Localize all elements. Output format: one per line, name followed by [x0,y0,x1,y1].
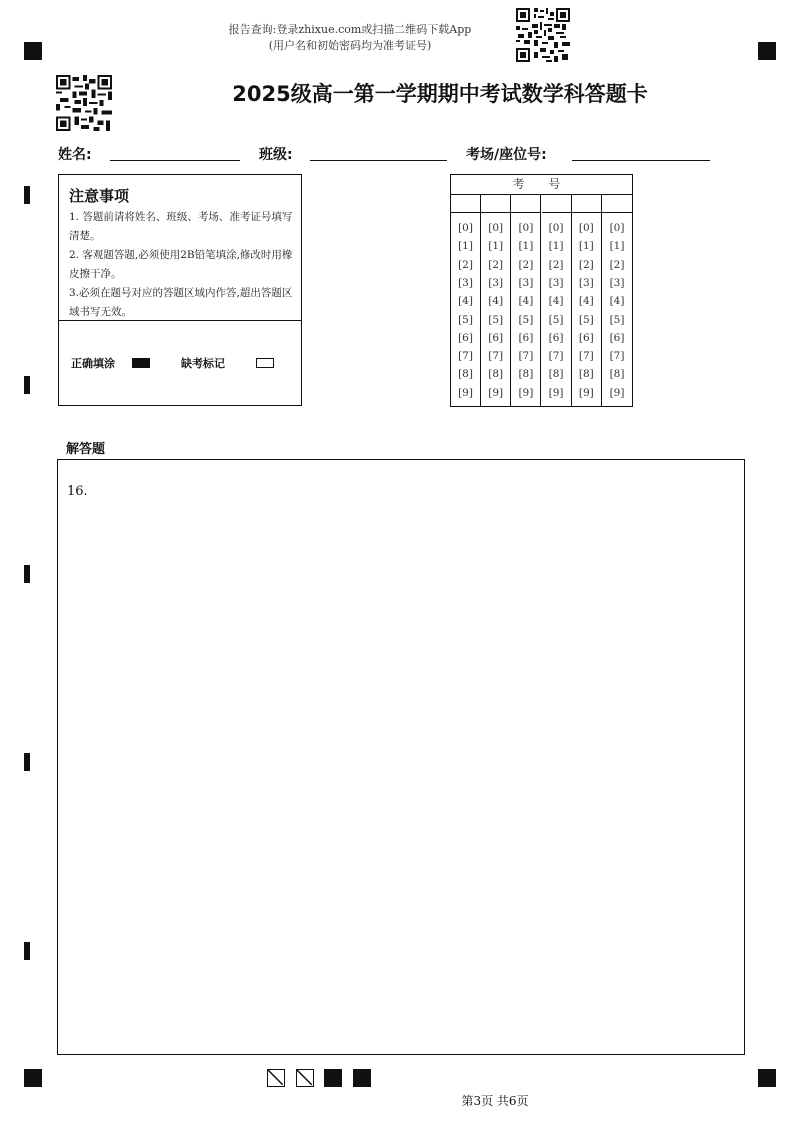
notice-item: 3.必须在题号对应的答题区域内作答,超出答题区域书写无效。 [69,287,293,318]
timing-mark [24,186,30,204]
digit-bubble[interactable]: [1] [458,240,473,253]
digit-bubble[interactable]: [2] [609,258,625,271]
correct-fill-sample [132,358,150,368]
digit-bubble[interactable]: [2] [458,258,473,271]
digit-bubble[interactable]: [9] [518,386,534,399]
digit-bubble[interactable]: [6] [488,331,504,344]
digit-bubble[interactable]: [1] [548,240,564,253]
digit-bubble[interactable]: [9] [578,386,594,399]
class-field-line[interactable] [310,160,447,161]
page-mark-filled [353,1069,371,1087]
digit-bubble[interactable]: [8] [458,368,473,381]
digit-bubble[interactable]: [6] [578,331,594,344]
digit-bubble[interactable]: [1] [578,240,594,253]
exam-number-column [542,194,572,406]
digit-bubble[interactable]: [3] [609,276,625,289]
page-mark-slashed [267,1069,285,1087]
answer-area[interactable] [57,459,745,1055]
digit-bubble[interactable]: [3] [578,276,594,289]
digit-bubble[interactable]: [7] [548,350,564,363]
exam-number-column [481,194,511,406]
digit-bubble[interactable]: [7] [458,350,473,363]
digit-bubble[interactable]: [0] [458,222,473,234]
timing-mark [24,942,30,960]
name-field-line[interactable] [110,160,240,161]
timing-mark [24,376,30,394]
notice-items [69,208,295,322]
report-query-note: 报告查询:登录zhixue.com或扫描二维码下载App [228,23,472,36]
question-number: 16. [67,484,88,499]
timing-mark [24,753,30,771]
correct-fill-label: 正确填涂 [71,357,115,370]
digit-bubble[interactable]: [8] [548,368,564,381]
notice-heading: 注意事项 [69,187,130,205]
exam-number-write-cell[interactable] [542,194,571,213]
digit-bubble[interactable]: [7] [609,350,625,363]
exam-number-column [511,194,541,406]
digit-bubble[interactable]: [9] [548,386,564,399]
digit-bubble[interactable]: [6] [609,331,625,344]
corner-mark-top-left [24,42,42,60]
digit-bubble[interactable]: [2] [518,258,534,271]
digit-bubble[interactable]: [0] [518,222,534,234]
digit-bubble[interactable]: [4] [488,295,504,308]
digit-bubble[interactable]: [4] [548,295,564,308]
corner-mark-bottom-left [24,1069,42,1087]
qr-code-icon [56,75,112,131]
digit-bubble[interactable]: [5] [458,313,473,326]
digit-bubble[interactable]: [1] [518,240,534,253]
digit-bubble[interactable]: [1] [609,240,625,253]
digit-bubble[interactable]: [8] [488,368,504,381]
absent-mark-box[interactable] [256,358,274,368]
digit-bubble[interactable]: [5] [548,313,564,326]
name-label: 姓名: [58,147,92,163]
room-seat-field-line[interactable] [572,160,710,161]
answer-section-label: 解答题 [66,442,106,457]
digit-bubble[interactable]: [7] [578,350,594,363]
exam-number-write-cell[interactable] [511,194,540,213]
digit-bubble[interactable]: [4] [458,295,473,308]
digit-bubble[interactable]: [2] [548,258,564,271]
digit-bubble[interactable]: [5] [609,313,625,326]
digit-bubble[interactable]: [8] [518,368,534,381]
digit-bubble[interactable]: [3] [518,276,534,289]
exam-number-heading: 考 号 [451,175,632,195]
digit-bubble[interactable]: [9] [458,386,473,399]
exam-number-write-cell[interactable] [451,194,480,213]
corner-mark-bottom-right [758,1069,776,1087]
qr-code-icon [516,8,570,62]
digit-bubble[interactable]: [4] [518,295,534,308]
digit-bubble[interactable]: [0] [609,222,625,234]
corner-mark-top-right [758,42,776,60]
digit-bubble[interactable]: [3] [548,276,564,289]
exam-number-column [451,194,481,406]
notice-item: 2. 客观题答题,必须使用2B铅笔填涂,修改时用橡皮擦干净。 [69,249,293,280]
room-seat-label: 考场/座位号: [466,147,547,163]
page-mark-slashed [296,1069,314,1087]
digit-bubble[interactable]: [4] [578,295,594,308]
absent-mark-label: 缺考标记 [181,357,225,370]
digit-bubble[interactable]: [4] [609,295,625,308]
timing-mark [24,565,30,583]
notice-box [58,174,302,406]
class-label: 班级: [259,147,293,163]
digit-bubble[interactable]: [0] [548,222,564,234]
digit-bubble[interactable]: [5] [578,313,594,326]
digit-bubble[interactable]: [2] [488,258,504,271]
digit-bubble[interactable]: [8] [578,368,594,381]
digit-bubble[interactable]: [0] [488,222,504,234]
exam-number-column [572,194,602,406]
digit-bubble[interactable]: [9] [609,386,625,399]
notice-divider [59,320,301,321]
digit-bubble[interactable]: [0] [578,222,594,234]
digit-bubble[interactable]: [8] [609,368,625,381]
exam-number-grid [450,174,633,407]
exam-number-write-cell[interactable] [602,194,632,213]
exam-number-column [602,194,632,406]
digit-bubble[interactable]: [6] [548,331,564,344]
exam-number-write-cell[interactable] [481,194,510,213]
digit-bubble[interactable]: [5] [488,313,504,326]
page-mark-filled [324,1069,342,1087]
digit-bubble[interactable]: [9] [488,386,504,399]
digit-bubble[interactable]: [6] [458,331,473,344]
page-number: 第3页 共6页 [461,1094,529,1108]
digit-bubble[interactable]: [7] [518,350,534,363]
credentials-note: (用户名和初始密码均为准考证号) [268,39,432,52]
digit-bubble[interactable]: [1] [488,240,504,253]
digit-bubble[interactable]: [5] [518,313,534,326]
digit-bubble[interactable]: [3] [458,276,473,289]
digit-bubble[interactable]: [6] [518,331,534,344]
exam-number-write-cell[interactable] [572,194,601,213]
digit-bubble[interactable]: [7] [488,350,504,363]
digit-bubble[interactable]: [3] [488,276,504,289]
digit-bubble[interactable]: [2] [578,258,594,271]
page-title: 2025级高一第一学期期中考试数学科答题卡 [232,82,648,106]
notice-item: 1. 答题前请将姓名、班级、考场、准考证号填写清楚。 [69,211,293,242]
